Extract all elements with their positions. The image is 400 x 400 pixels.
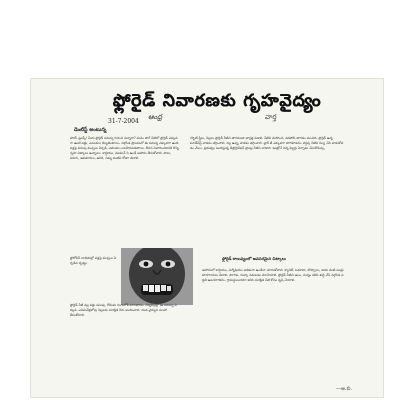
- article-column-1: [70, 136, 180, 254]
- photo-caption: ఫ్లోరోసిస్ బాధితుల్లో పళ్లపై మచ్చలు ఏర్పడిన దృశ్యం: [70, 256, 117, 265]
- fluorosis-teeth-photo: [121, 248, 193, 305]
- face-photo-graphic: [121, 248, 193, 305]
- handwritten-date: 31-7-2004: [108, 118, 139, 125]
- article-column-4: [202, 268, 345, 396]
- handwritten-note: ఆంధ్ర: [148, 113, 163, 121]
- column-subhead: ఫ్లోరైడ్ కాలుష్యంలో అవసరమైన చిట్కాలు: [222, 256, 286, 261]
- headline: ఫ్లోరైడ్ నివారణకు గృహవైద్యం: [112, 91, 322, 111]
- column-1-text: హాయ్ ఫ్రెండ్స్! మీరు ఫ్లోరైడ్ సమస్య గురించి విన్నారా? మనం తాగే నీటిలో ఫ్లోరైడ్ ఎక్కువగా ఉంటే పళ్లు, ఎముకలు దెబ్బతింటాయి. నల్గొండ ప్రాంతంలో ఈ సమస్య ఎక్కువగా ఉంది. పళ్లపై పసుపు మచ్చలు ఏర్పడి, ఎముకలు బలహీనపడతాయి. దీనిని నివారించడానికి కొన్ని గృహ చిట్కాలు ఉన్నాయి. కాల్షియం, విటమిన్ సి ఉండే ఆహారం తీసుకోవాలి. పాలు, పెరుగు, ఆకుకూరలు, ఉసిరి, నిమ్మ వంటివి రోజూ తినాలి.: [70, 136, 180, 160]
- source-stamp: వార్త: [265, 113, 277, 121]
- article-column-2: [190, 136, 345, 268]
- byline: డెంటిస్ట్ అంటున్న: [74, 127, 107, 133]
- column-4-text: ఆహారంలో కాల్షియం, మెగ్నీషియం అధికంగా ఉండేలా చూసుకోవాలి. క్యారెట్, టమాటా, బొప్పాయి, జామ వంటి పండ్లు కూరగాయలు తినాలి. పొగాకు, గుట్కా నమలడం మానేయాలి. ఫ్లోరైడ్ నీటిని ఆలం, సున్నం కలిపి శుద్ధి చేసే నల్గొండ పద్ధతి ఉపయోగకరం. గ్రామస్థులందరూ కలిసి సురక్షిత నీటి కోసం కృషి చేయాలి.: [202, 268, 344, 282]
- column-2-text: గర్భిణీ స్త్రీలు, పిల్లలు ఫ్లోరైడ్ నీటిని తాగకుండా జాగ్రత్త పడాలి. నీటిని మరిగించి, వడపోసి తాగడం మంచిది. ఫ్లోరైడ్ ఉన్న టూత్‌పేస్ట్ వాడకం తగ్గించాలి. నల్ల ఉప్పు వాడకం తగ్గించాలి. బ్లాక్ టీ ఎక్కువగా తాగకూడదు. వర్షపు నీటిని నిల్వ చేసి వాడుకోవడం మేలు. ప్రభుత్వం అందిస్తున్న డీఫ్లోరైడేషన్ ప్లాంట్ల నీటిని వాడాలి. ఇంట్లోనే చిన్న ఫిల్టర్లు ఏర్పాటు చేసుకోవచ్చు.: [190, 136, 344, 150]
- column-3-text: ప్లోరైడ్ నీటి వల్ల పళ్లు పసుపు, గోధుమ రంగులోకి మారతాయి. చిన్నపిల్లల్లో ఈ సమస్య ఎక్కువ. ఎనిమిదేళ్లలోపు పిల్లలకు సురక్షిత నీరు అందించాలి. దంత వైద్యుని సలహా తీసుకోవాలి.: [70, 303, 177, 317]
- article-column-3: [70, 303, 180, 395]
- signature-note: —అ.బి.: [336, 386, 353, 392]
